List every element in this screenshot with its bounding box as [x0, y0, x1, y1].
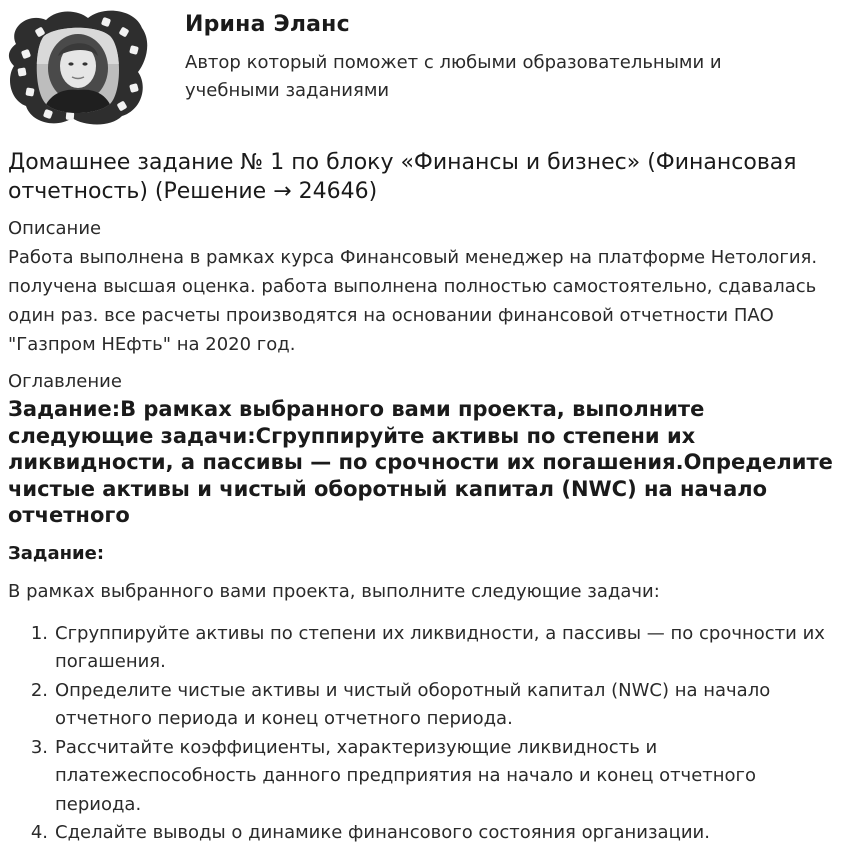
- task-text: Сгруппируйте активы по степени их ликвидности, а пассивы — по срочности их погашения.: [55, 622, 825, 672]
- description-text: Работа выполнена в рамках курса Финансовый менеджер на платформе Нетология. получена высшая оценка. работа выполнена полностью самостоятельно, сдавалась один раз. все расчеты производятся на основании финансовой отчетности ПАО "Газпром НЕфть" на 2020 год.: [8, 247, 818, 355]
- author-avatar[interactable]: [6, 6, 152, 128]
- document-title: Домашнее задание № 1 по блоку «Финансы и бизнес» (Финансовая отчетность) (Решение → 24646): [8, 150, 797, 204]
- task-number: 2.: [30, 679, 48, 701]
- task-item: [8, 734, 838, 820]
- task-number: 4.: [30, 822, 48, 843]
- task-label: Задание:: [8, 542, 105, 564]
- task-text: Сделайте выводы о динамике финансового состояния организации.: [55, 822, 710, 843]
- task-list: [8, 620, 838, 848]
- task-item: [8, 620, 838, 677]
- toc-label: Оглавление: [8, 371, 122, 392]
- author-card: [0, 0, 847, 130]
- task-item: [8, 677, 838, 734]
- document-content: [8, 148, 838, 848]
- author-photo-avatar-icon: [6, 6, 152, 128]
- task-number: 1.: [30, 622, 48, 644]
- toc-heading[interactable]: Задание:В рамках выбранного вами проекта, выполните следующие задачи:Сгруппируйте активы по степени их ликвидности, а пассивы — по срочности их погашения.Определите чистые активы и чистый оборотный капитал (NWC) на начало отчетного: [8, 397, 833, 527]
- task-text: Определите чистые активы и чистый оборотный капитал (NWC) на начало отчетного периода и конец отчетного периода.: [55, 679, 771, 729]
- task-text: Рассчитайте коэффициенты, характеризующие ликвидность и платежеспособность данного предприятия на начало и конец отчетного периода.: [55, 736, 757, 815]
- task-intro: В рамках выбранного вами проекта, выполните следующие задачи:: [8, 580, 660, 602]
- task-number: 3.: [30, 736, 48, 758]
- description-label: Описание: [8, 218, 102, 239]
- task-item: [8, 819, 838, 848]
- author-description: Автор который поможет с любыми образовательными и учебными заданиями: [185, 52, 722, 101]
- author-name[interactable]: Ирина Эланс: [185, 12, 350, 37]
